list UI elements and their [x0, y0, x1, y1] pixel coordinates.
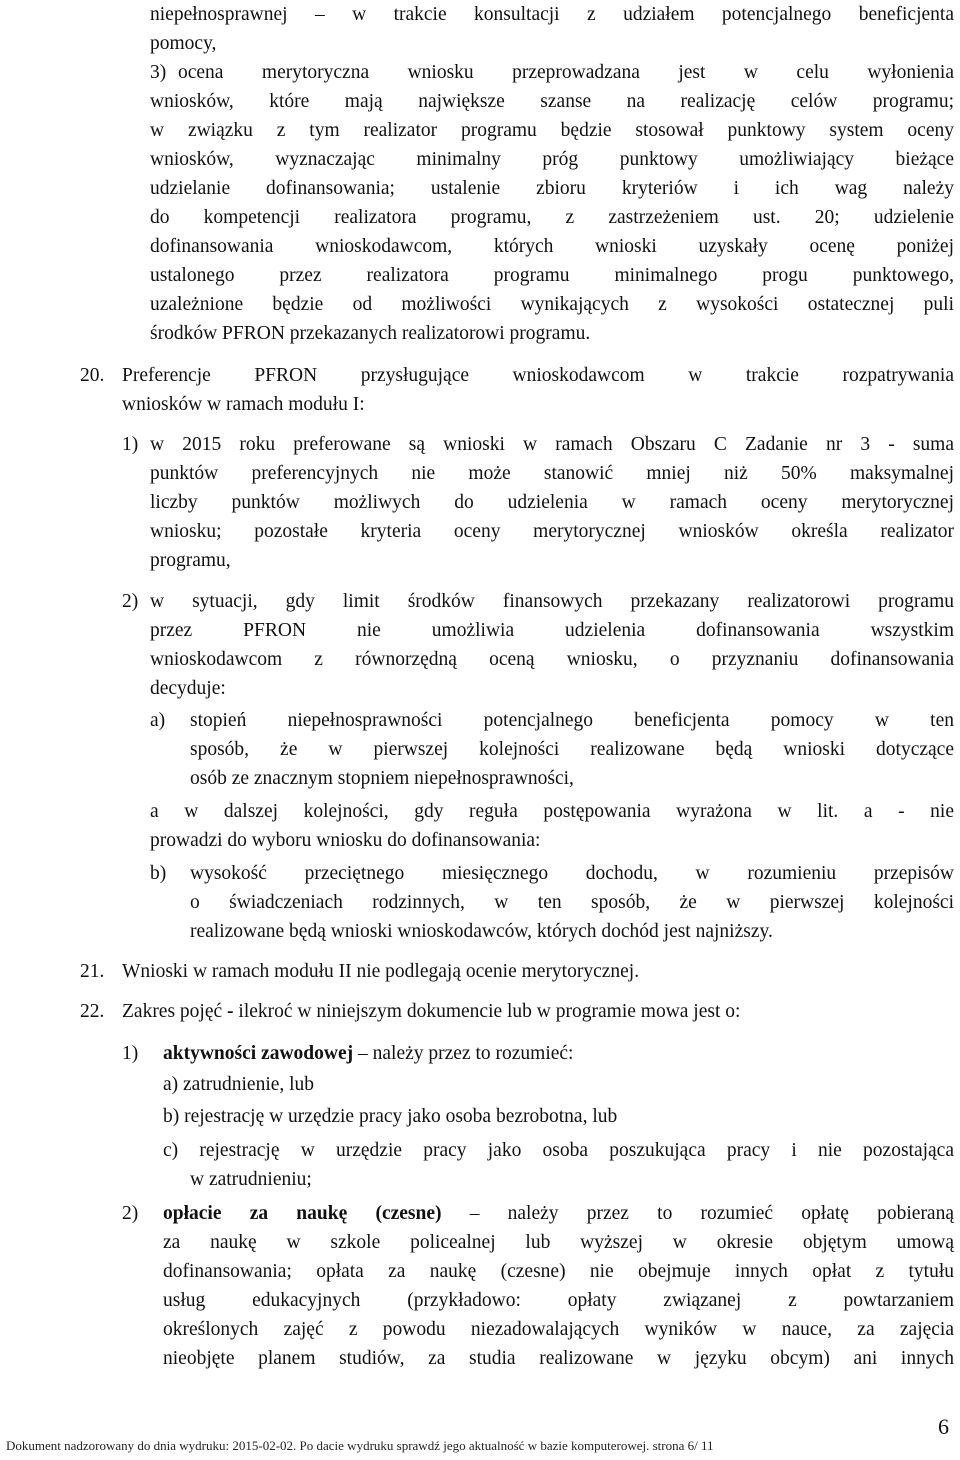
list-number: 3): [150, 62, 167, 83]
paragraph-line: ustalonego przez realizatora programu minimalnego progu punktowego,: [150, 265, 954, 286]
paragraph-line: określonych zajęć z powodu niezadowalających wyników w nauce, za zajęcia: [163, 1319, 954, 1340]
paragraph-line: decyduje:: [150, 678, 226, 699]
paragraph-line: [163, 1199, 954, 1228]
paragraph-line: w związku z tym realizator programu będzie stosował punktowy system oceny: [150, 120, 954, 141]
bold-span: -: [227, 1001, 239, 1022]
paragraph-line: programu,: [150, 550, 231, 571]
paragraph-line: za naukę w szkole policealnej lub wyższej w okresie objętym umową: [163, 1232, 954, 1253]
page-number: 6: [938, 1414, 949, 1439]
paragraph-line: wniosku; pozostałe kryteria oceny merytorycznej wniosków określa realizator: [150, 521, 954, 542]
paragraph-line: b) rejestrację w urzędzie pracy jako osoba bezrobotna, lub: [163, 1106, 618, 1127]
paragraph-line: dofinansowania wnioskodawcom, których wnioski uzyskały ocenę poniżej: [150, 236, 954, 257]
defined-term: aktywności zawodowej: [163, 1043, 354, 1064]
paragraph-line: c) rejestrację w urzędzie pracy jako osoba poszukująca pracy i nie pozostająca: [163, 1140, 954, 1161]
paragraph-line: dofinansowania; opłata za naukę (czesne) nie obejmuje innych opłat z tytułu: [163, 1261, 954, 1282]
paragraph-line: wnioskodawcom z równorzędną oceną wniosku, o przyznaniu dofinansowania: [150, 649, 954, 670]
paragraph-line: osób ze znacznym stopniem niepełnosprawności,: [190, 768, 574, 789]
paragraph-line: uzależnione będzie od możliwości wynikających z wysokości ostatecznej puli: [150, 294, 954, 315]
paragraph-line: wniosków, wyznaczając minimalny próg punktowy umożliwiający bieżące: [150, 149, 954, 170]
paragraph-line: udzielanie dofinansowania; ustalenie zbioru kryteriów i ich wag należy: [150, 178, 954, 199]
paragraph-line: wniosków, które mają największe szanse na realizację celów programu;: [150, 91, 954, 112]
section-number: 21.: [80, 961, 105, 982]
paragraph-line: przez PFRON nie umożliwia udzielenia dofinansowania wszystkim: [150, 620, 954, 641]
text-span: – należy przez to rozumieć opłatę pobieraną: [441, 1203, 954, 1224]
paragraph-line: prowadzi do wyboru wniosku do dofinansowania:: [150, 830, 541, 851]
list-letter: b): [150, 863, 167, 884]
paragraph-line: a) zatrudnienie, lub: [163, 1074, 315, 1095]
paragraph-line: pomocy,: [150, 33, 217, 54]
paragraph-line: niepełnosprawnej – w trakcie konsultacji z udziałem potencjalnego beneficjenta: [150, 4, 954, 25]
paragraph-line: o świadczeniach rodzinnych, w ten sposób, że w pierwszej kolejności: [190, 892, 954, 913]
text-span: – należy przez to rozumieć:: [353, 1043, 574, 1064]
text-span: Zakres pojęć: [122, 1001, 228, 1022]
list-number: 2): [122, 1203, 139, 1224]
paragraph-line: wysokość przeciętnego miesięcznego dochodu, w rozumieniu przepisów: [190, 863, 954, 884]
paragraph-line: stopień niepełnosprawności potencjalnego beneficjenta pomocy w ten: [190, 710, 954, 731]
paragraph-line: realizowane będą wnioski wnioskodawców, których dochód jest najniższy.: [190, 921, 773, 942]
paragraph-line: wniosków w ramach modułu I:: [122, 394, 365, 415]
list-number: 2): [122, 591, 139, 612]
section-number: 22.: [80, 1001, 105, 1022]
paragraph-line: Preferencje PFRON przysługujące wnioskodawcom w trakcie rozpatrywania: [122, 365, 954, 386]
paragraph-line: do kompetencji realizatora programu, z zastrzeżeniem ust. 20; udzielenie: [150, 207, 954, 228]
defined-term: opłacie za naukę (czesne): [163, 1203, 442, 1224]
paragraph-line: punktów preferencyjnych nie może stanowić mniej niż 50% maksymalnej: [150, 463, 954, 484]
paragraph-line: [163, 1039, 573, 1068]
section-number: 20.: [80, 365, 105, 386]
paragraph-line: Wnioski w ramach modułu II nie podlegają ocenie merytorycznej.: [122, 961, 640, 982]
paragraph-line: liczby punktów możliwych do udzielenia w ramach oceny merytorycznej: [150, 492, 954, 513]
paragraph-line: w zatrudnieniu;: [190, 1169, 312, 1190]
text-span: ilekroć w niniejszym dokumencie lub w programie mowa jest o:: [238, 1001, 741, 1022]
paragraph-line: a w dalszej kolejności, gdy reguła postępowania wyrażona w lit. a - nie: [150, 801, 954, 822]
paragraph-line: sposób, że w pierwszej kolejności realizowane będą wnioski dotyczące: [190, 739, 954, 760]
paragraph-line: środków PFRON przekazanych realizatorowi programu.: [150, 323, 591, 344]
list-number: 1): [122, 1043, 139, 1064]
list-number: 1): [122, 434, 139, 455]
paragraph-line: [122, 997, 740, 1026]
paragraph-line: ocena merytoryczna wniosku przeprowadzana jest w celu wyłonienia: [178, 62, 954, 83]
paragraph-line: usług edukacyjnych (przykładowo: opłaty związanej z powtarzaniem: [163, 1290, 954, 1311]
footer-note: Dokument nadzorowany do dnia wydruku: 2015-02-02. Po dacie wydruku sprawdź jego aktualność w bazie komputerowej. strona 6/ 11: [6, 1438, 714, 1453]
list-letter: a): [150, 710, 166, 731]
paragraph-line: nieobjęte planem studiów, za studia realizowane w języku obcym) ani innych: [163, 1348, 954, 1369]
paragraph-line: w 2015 roku preferowane są wnioski w ramach Obszaru C Zadanie nr 3 - suma: [150, 434, 954, 455]
paragraph-line: w sytuacji, gdy limit środków finansowych przekazany realizatorowi programu: [150, 591, 954, 612]
